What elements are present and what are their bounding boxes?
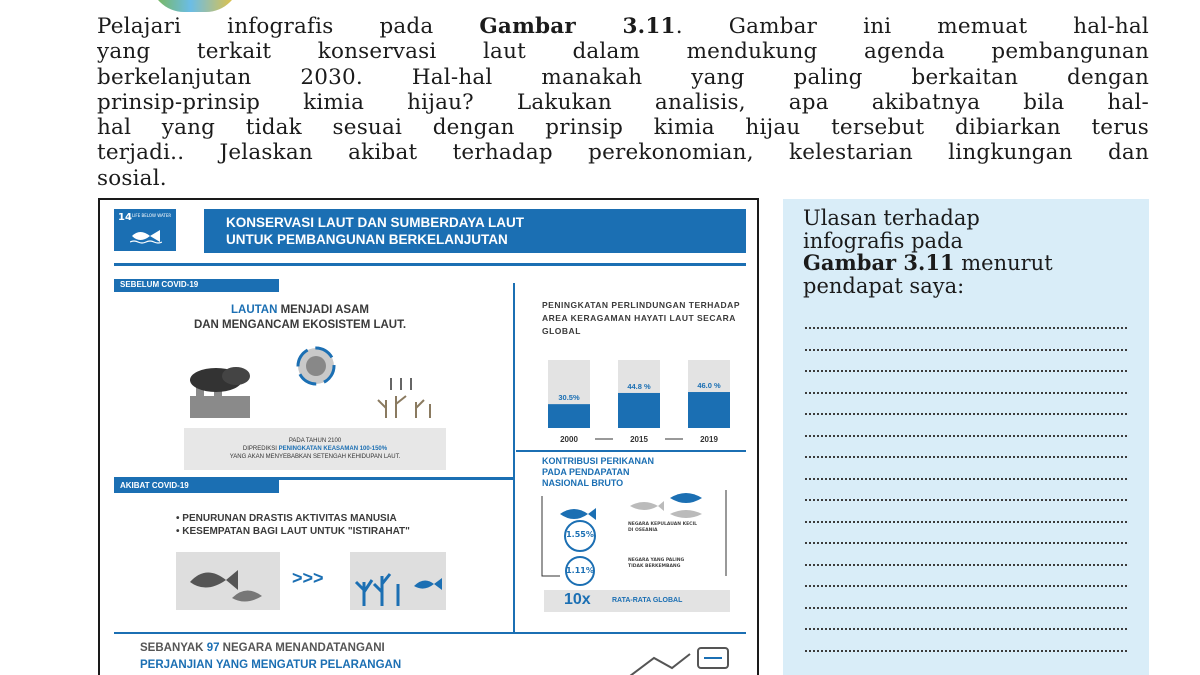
ocean-word: LAUTAN: [230, 304, 278, 316]
multiplier-value: 10x: [564, 591, 591, 608]
coral-icon: [350, 552, 446, 610]
answer-panel: [783, 199, 1149, 675]
ocean-acid-title: [170, 303, 430, 333]
prompt-line1: Ulasan terhadap: [803, 206, 980, 230]
prompt-line4: pendapat saya:: [803, 273, 965, 298]
paragraph-line: Pelajari infografis pada Gambar 3.11. Gambar ini memuat hal-hal: [97, 14, 1149, 39]
bar-category-label: 2019: [700, 435, 718, 444]
paragraph-line: yang terkait konservasi laut dalam mendukung agenda pembangunan: [97, 39, 1149, 65]
cycle-icon: [298, 348, 334, 384]
covid-effects: [176, 512, 410, 538]
stat2-value: 1.11%: [566, 566, 594, 575]
panel-prompt: [803, 207, 1053, 297]
stat1-value: 1.55%: [566, 530, 594, 539]
acidification-illustration: [186, 346, 446, 422]
answer-line[interactable]: [805, 349, 1127, 351]
stat2-label: NEGARA YANG PALING TIDAK BERKEMBANG: [628, 558, 685, 569]
banner-line2: UNTUK PEMBANGUNAN BERKELANJUTAN: [226, 232, 508, 247]
prompt-line2: infografis pada: [803, 228, 964, 253]
infographic: [98, 198, 759, 675]
handshake-icon: [620, 640, 740, 675]
bar-category-label: 2015: [630, 435, 648, 444]
prompt-line3-rest: menurut: [954, 251, 1053, 275]
dead-coral-icon: [378, 378, 430, 418]
bar-value-label: 44.8 %: [627, 381, 651, 391]
paragraph-line: berkelanjutan 2030. Hal-hal manakah yang paling berkaitan dengan: [97, 64, 1149, 90]
answer-line[interactable]: [805, 607, 1127, 609]
fisheries-line2: PADA PENDAPATAN: [542, 467, 630, 477]
fisheries-line3: NASIONAL BRUTO: [542, 478, 624, 488]
factory-icon: [190, 367, 250, 418]
bar: [618, 393, 660, 428]
answer-line[interactable]: [805, 564, 1127, 566]
effect-1: • PENURUNAN DRASTIS AKTIVITAS MANUSIA: [176, 513, 397, 524]
sdg-label: LIFE BELOW WATER: [132, 213, 172, 218]
prediction-highlight: PENINGKATAN KEASAMAN 100-150%: [278, 446, 388, 452]
fish-illustration: [176, 552, 280, 610]
multiplier-box: [544, 590, 730, 612]
answer-line[interactable]: [805, 499, 1127, 501]
coral-illustration: [350, 552, 446, 610]
divider: [114, 263, 746, 266]
answer-line[interactable]: [805, 628, 1127, 630]
answer-line[interactable]: [805, 650, 1127, 652]
tag-after-covid: AKIBAT COVID-19: [114, 480, 279, 493]
answer-line[interactable]: [805, 435, 1127, 437]
answer-line[interactable]: [805, 392, 1127, 394]
footer-lead: SEBANYAK: [140, 642, 207, 654]
banner-line1: KONSERVASI LAUT DAN SUMBERDAYA LAUT: [226, 215, 525, 230]
fish-icon: [176, 552, 280, 610]
chart-title: PENINGKATAN PERLINDUNGAN TERHADAP AREA KERAGAMAN HAYATI LAUT SECARA GLOBAL: [542, 300, 740, 336]
fish-school-icon: [560, 493, 702, 520]
prediction-year: PADA TAHUN 2100: [288, 438, 342, 444]
fisheries-title: [542, 456, 654, 489]
effect-2: • KESEMPATAN BAGI LAUT UNTUK "ISTIRAHAT": [176, 526, 410, 537]
paragraph-line: sosial.: [97, 165, 167, 191]
figure-reference: Gambar 3.11: [479, 14, 676, 39]
transition-arrows: >>>: [292, 568, 324, 588]
paragraph-line: prinsip-prinsip kimia hijau? Lakukan analisis, apa akibatnya bila hal-: [97, 89, 1149, 115]
footer-line2: PERJANJIAN YANG MENGATUR PELARANGAN: [140, 659, 402, 671]
prompt-figure-ref: Gambar 3.11: [803, 250, 955, 275]
question-paragraph: [97, 14, 1149, 191]
protection-bar-chart: [530, 350, 750, 448]
ocean-title-rest: MENJADI ASAM: [277, 304, 369, 316]
bar: [548, 404, 590, 428]
bar: [688, 392, 730, 428]
book-logo: [150, 0, 240, 12]
tag-before-covid: SEBELUM COVID-19: [114, 279, 279, 292]
column-divider: [513, 283, 515, 632]
sdg14-badge: [114, 209, 176, 251]
agreement-text: [140, 640, 401, 674]
multiplier-label: RATA-RATA GLOBAL: [612, 597, 683, 604]
bar-category-label: 2000: [560, 435, 578, 444]
paragraph-line: terjadi.. Jelaskan akibat terhadap perekonomian, kelestarian lingkungan dan: [97, 140, 1149, 166]
bar-value-label: 46.0 %: [697, 381, 721, 391]
sdg-number: 14: [118, 212, 132, 223]
answer-line[interactable]: [805, 327, 1127, 329]
prediction-lead: DIPREDIKSI: [242, 446, 279, 452]
ocean-title-line2: DAN MENGANCAM EKOSISTEM LAUT.: [193, 319, 407, 331]
divider-bottom: [114, 632, 746, 634]
answer-line[interactable]: [805, 478, 1127, 480]
footer-rest: NEGARA MENANDATANGANI: [219, 642, 385, 654]
prediction-effect: YANG AKAN MENYEBABKAN SETENGAH KEHIDUPAN LAUT.: [229, 454, 401, 460]
paragraph-line: hal yang tidak sesuai dengan prinsip kimia hijau tersebut dibiarkan terus: [97, 115, 1149, 141]
answer-line[interactable]: [805, 542, 1127, 544]
stat1-label: NEGARA KEPULAUAN KECIL DI OSEANIA: [628, 522, 697, 533]
answer-line[interactable]: [805, 585, 1127, 587]
footer-number: 97: [206, 642, 220, 654]
divider-right: [516, 450, 746, 452]
prediction-box: [184, 428, 446, 470]
bar-value-label: 30.5%: [558, 393, 580, 403]
answer-line[interactable]: [805, 413, 1127, 415]
fish-icon: [130, 228, 162, 244]
answer-line[interactable]: [805, 456, 1127, 458]
fisheries-line1: KONTRIBUSI PERIKANAN: [542, 456, 655, 466]
infographic-banner: [204, 209, 746, 253]
answer-line[interactable]: [805, 521, 1127, 523]
answer-line[interactable]: [805, 370, 1127, 372]
